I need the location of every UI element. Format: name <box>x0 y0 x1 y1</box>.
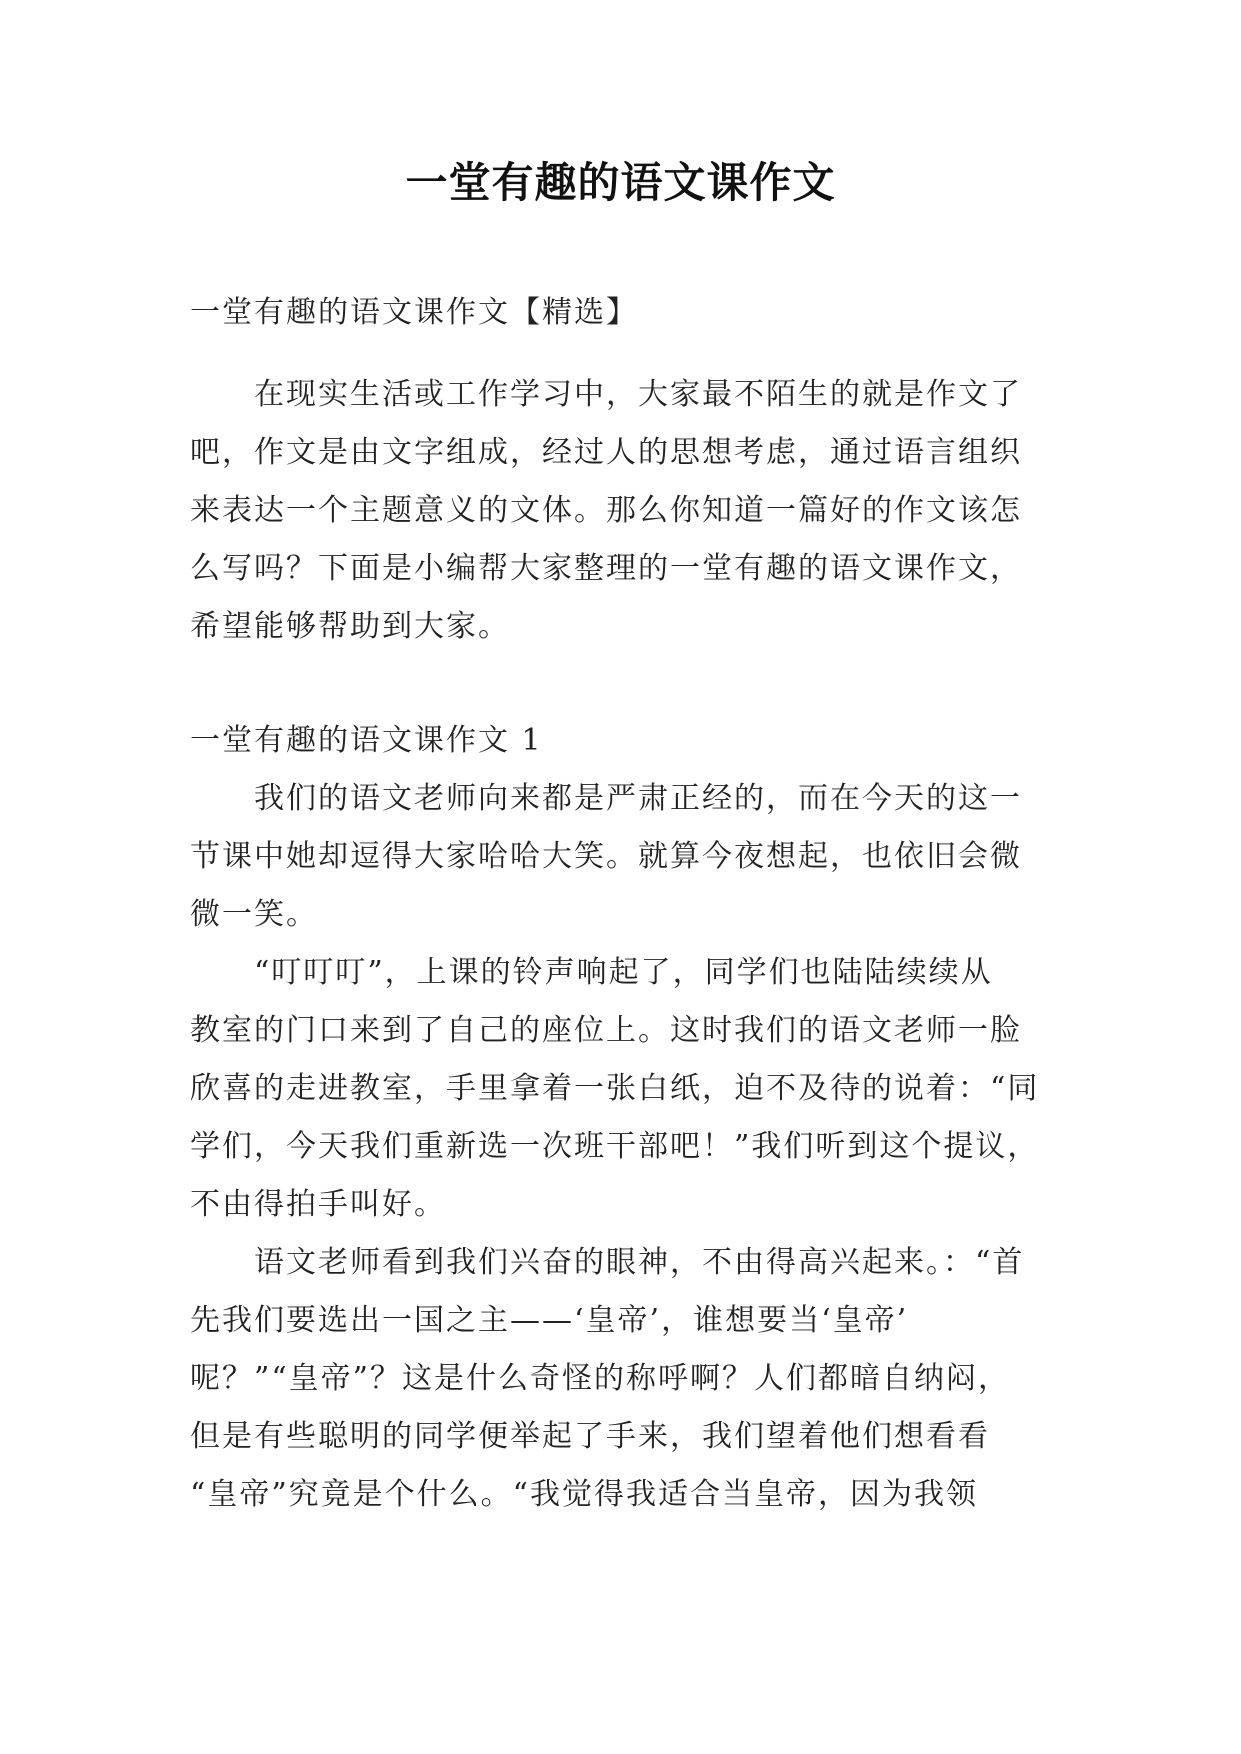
paragraph-line: 语文老师看到我们兴奋的眼神，不由得高兴起来。：“首 <box>254 1245 1025 1280</box>
paragraph-line: 欣喜的走进教室，手里拿着一张白纸，迫不及待的说着：“同 <box>190 1071 1040 1106</box>
paragraph-line: 微一笑。 <box>190 897 318 932</box>
paragraph-line: 呢？”“皇帝”？这是什么奇怪的称呼啊？人们都暗自纳闷， <box>190 1361 1011 1396</box>
paragraph-line: “叮叮叮”，上课的铃声响起了，同学们也陆陆续续从 <box>254 955 993 990</box>
paragraph-2 <box>190 944 1070 1234</box>
document-subtitle: 一堂有趣的语文课作文【精选】 <box>190 295 638 330</box>
intro-line: 在现实生活或工作学习中，大家最不陌生的就是作文了 <box>254 377 1022 412</box>
section-heading: 一堂有趣的语文课作文 1 <box>190 723 543 758</box>
intro-line: 希望能够帮助到大家。 <box>190 609 510 644</box>
paragraph-line: 但是有些聪明的同学便举起了手来，我们望着他们想看看 <box>190 1419 990 1454</box>
intro-line: 来表达一个主题意义的文体。那么你知道一篇好的作文该怎 <box>190 493 1022 528</box>
intro-line: 么写吗？下面是小编帮大家整理的一堂有趣的语文课作文， <box>190 551 1022 586</box>
paragraph-line: 不由得拍手叫好。 <box>190 1187 446 1222</box>
paragraph-line: 先我们要选出一国之主——‘皇帝’，谁想要当‘皇帝’ <box>190 1303 909 1338</box>
paragraph-line: “皇帝”究竟是个什么。“我觉得我适合当皇帝，因为我领 <box>190 1477 979 1512</box>
paragraph-line: 学们，今天我们重新选一次班干部吧！”我们听到这个提议， <box>190 1129 1040 1164</box>
paragraph-line: 我们的语文老师向来都是严肃正经的，而在今天的这一 <box>254 781 1022 816</box>
page-title: 一堂有趣的语文课作文 <box>405 158 836 207</box>
paragraph-3 <box>190 1234 1070 1524</box>
paragraph-1 <box>190 770 1070 944</box>
intro-line: 吧，作文是由文字组成，经过人的思想考虑，通过语言组织 <box>190 435 1022 470</box>
paragraph-line: 教室的门口来到了自己的座位上。这时我们的语文老师一脸 <box>190 1013 1022 1048</box>
paragraph-line: 节课中她却逗得大家哈哈大笑。就算今夜想起，也依旧会微 <box>190 839 1022 874</box>
intro-paragraph <box>190 366 1070 656</box>
